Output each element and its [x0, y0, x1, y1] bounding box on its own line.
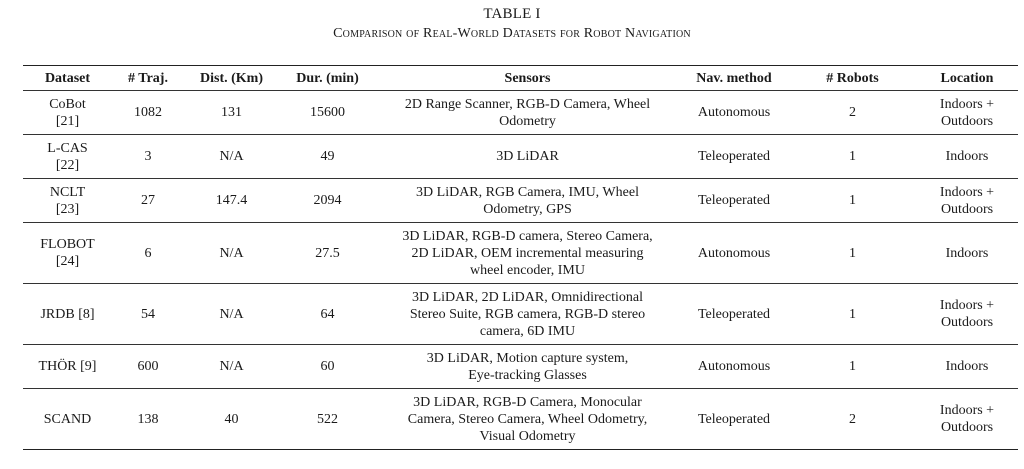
cell-dataset-line: L-CAS	[47, 140, 88, 156]
cell-robots: 1	[789, 345, 916, 389]
cell-dataset-line: [24]	[55, 254, 80, 269]
cell-nav-method: Autonomous	[679, 91, 789, 135]
cell-nav-method: Autonomous	[679, 345, 789, 389]
cell-location-line: Indoors +	[939, 298, 995, 313]
cell-location	[916, 223, 1018, 284]
cell-robots: 1	[789, 179, 916, 223]
cell-dataset	[23, 345, 112, 389]
cell-sensors-line: 3D LiDAR, 2D LiDAR, Omnidirectional	[412, 289, 643, 305]
cell-nav-method: Teleoperated	[679, 389, 789, 450]
cell-location	[916, 91, 1018, 135]
cell-dur: 2094	[279, 179, 376, 223]
header-row	[23, 66, 1018, 91]
cell-traj: 3	[112, 135, 184, 179]
table-row	[23, 91, 1018, 135]
cell-location-line: Indoors	[945, 245, 989, 261]
header-dur: Dur. (min)	[279, 66, 376, 91]
cell-location-line: Outdoors	[940, 201, 994, 217]
cell-traj: 600	[112, 345, 184, 389]
cell-sensors	[376, 223, 679, 284]
cell-location-line: Indoors +	[939, 403, 995, 418]
cell-dist: N/A	[184, 345, 279, 389]
cell-nav-method: Autonomous	[679, 223, 789, 284]
cell-dataset-line: SCAND	[43, 411, 92, 427]
table-title: Comparison of Real-World Datasets for Robot Navigation	[333, 26, 691, 41]
cell-dataset-line: CoBot	[49, 96, 86, 112]
header-nav-method: Nav. method	[679, 66, 789, 91]
cell-sensors-line: 3D LiDAR	[496, 149, 559, 164]
cell-location-line: Indoors	[945, 149, 989, 164]
cell-dist: N/A	[184, 284, 279, 345]
cell-sensors	[376, 135, 679, 179]
cell-location-line: Outdoors	[940, 420, 994, 435]
cell-traj: 138	[112, 389, 184, 450]
cell-traj: 6	[112, 223, 184, 284]
cell-sensors-line: Visual Odometry	[479, 428, 576, 444]
cell-robots: 2	[789, 389, 916, 450]
cell-dataset	[23, 223, 112, 284]
cell-sensors-line: Odometry	[499, 113, 556, 129]
cell-location	[916, 179, 1018, 223]
cell-dataset-line: [22]	[55, 157, 80, 173]
cell-traj: 27	[112, 179, 184, 223]
cell-dist: 131	[184, 91, 279, 135]
cell-dataset-line: [23]	[55, 201, 80, 217]
cell-location	[916, 345, 1018, 389]
cell-dataset	[23, 179, 112, 223]
cell-sensors	[376, 179, 679, 223]
cell-location-line: Indoors +	[939, 184, 995, 200]
cell-robots: 2	[789, 91, 916, 135]
cell-robots: 1	[789, 223, 916, 284]
cell-sensors-line: Odometry, GPS	[483, 201, 572, 217]
header-sensors: Sensors	[376, 66, 679, 91]
cell-sensors-line: 2D Range Scanner, RGB-D Camera, Wheel	[404, 96, 651, 112]
cell-dataset	[23, 284, 112, 345]
cell-location	[916, 135, 1018, 179]
cell-dataset-line: [21]	[55, 113, 80, 129]
cell-location	[916, 389, 1018, 450]
header-robots: # Robots	[789, 66, 916, 91]
cell-location-line: Outdoors	[940, 315, 994, 330]
cell-robots: 1	[789, 284, 916, 345]
cell-dataset-line: NCLT	[49, 184, 86, 200]
cell-dist: N/A	[184, 223, 279, 284]
cell-sensors-line: wheel encoder, IMU	[470, 262, 585, 278]
table-row	[23, 389, 1018, 450]
header-dataset: Dataset	[23, 66, 112, 91]
cell-sensors-line: camera, 6D IMU	[479, 323, 576, 339]
table-row	[23, 284, 1018, 345]
cell-dist: 40	[184, 389, 279, 450]
cell-dur: 15600	[279, 91, 376, 135]
cell-location	[916, 284, 1018, 345]
cell-nav-method: Teleoperated	[679, 135, 789, 179]
datasets-table	[23, 65, 1018, 450]
cell-sensors	[376, 345, 679, 389]
cell-sensors	[376, 389, 679, 450]
header-dist: Dist. (Km)	[184, 66, 279, 91]
cell-location-line: Outdoors	[940, 113, 994, 129]
table-row	[23, 179, 1018, 223]
cell-location-line: Indoors	[945, 359, 989, 374]
cell-dist: 147.4	[184, 179, 279, 223]
cell-sensors-line: 3D LiDAR, RGB Camera, IMU, Wheel	[416, 184, 639, 200]
cell-dur: 64	[279, 284, 376, 345]
cell-sensors-line: 2D LiDAR, OEM incremental measuring	[411, 245, 644, 261]
cell-dataset-line: THÖR [9]	[38, 359, 97, 374]
cell-nav-method: Teleoperated	[679, 284, 789, 345]
cell-dataset	[23, 389, 112, 450]
cell-dataset	[23, 91, 112, 135]
table-row	[23, 345, 1018, 389]
table-row	[23, 135, 1018, 179]
cell-sensors-line: 3D LiDAR, Motion capture system,	[426, 350, 629, 366]
cell-sensors	[376, 284, 679, 345]
cell-sensors-line: Stereo Suite, RGB camera, RGB-D stereo	[409, 306, 646, 322]
cell-location-line: Indoors +	[939, 96, 995, 112]
table-row	[23, 223, 1018, 284]
cell-dataset-line: JRDB [8]	[40, 306, 95, 322]
cell-dataset	[23, 135, 112, 179]
header-traj: # Traj.	[112, 66, 184, 91]
cell-robots: 1	[789, 135, 916, 179]
table-label: TABLE I	[483, 6, 541, 22]
cell-sensors-line: Camera, Stereo Camera, Wheel Odometry,	[407, 411, 648, 427]
cell-nav-method: Teleoperated	[679, 179, 789, 223]
cell-dur: 522	[279, 389, 376, 450]
cell-sensors	[376, 91, 679, 135]
cell-dur: 49	[279, 135, 376, 179]
cell-traj: 1082	[112, 91, 184, 135]
cell-traj: 54	[112, 284, 184, 345]
header-location: Location	[916, 66, 1018, 91]
table-body	[23, 91, 1018, 450]
cell-dur: 27.5	[279, 223, 376, 284]
cell-dataset-line: FLOBOT	[40, 237, 95, 252]
cell-dist: N/A	[184, 135, 279, 179]
cell-sensors-line: Eye-tracking Glasses	[468, 367, 587, 383]
cell-sensors-line: 3D LiDAR, RGB-D camera, Stereo Camera,	[402, 228, 653, 244]
cell-sensors-line: 3D LiDAR, RGB-D Camera, Monocular	[413, 394, 642, 410]
cell-dur: 60	[279, 345, 376, 389]
